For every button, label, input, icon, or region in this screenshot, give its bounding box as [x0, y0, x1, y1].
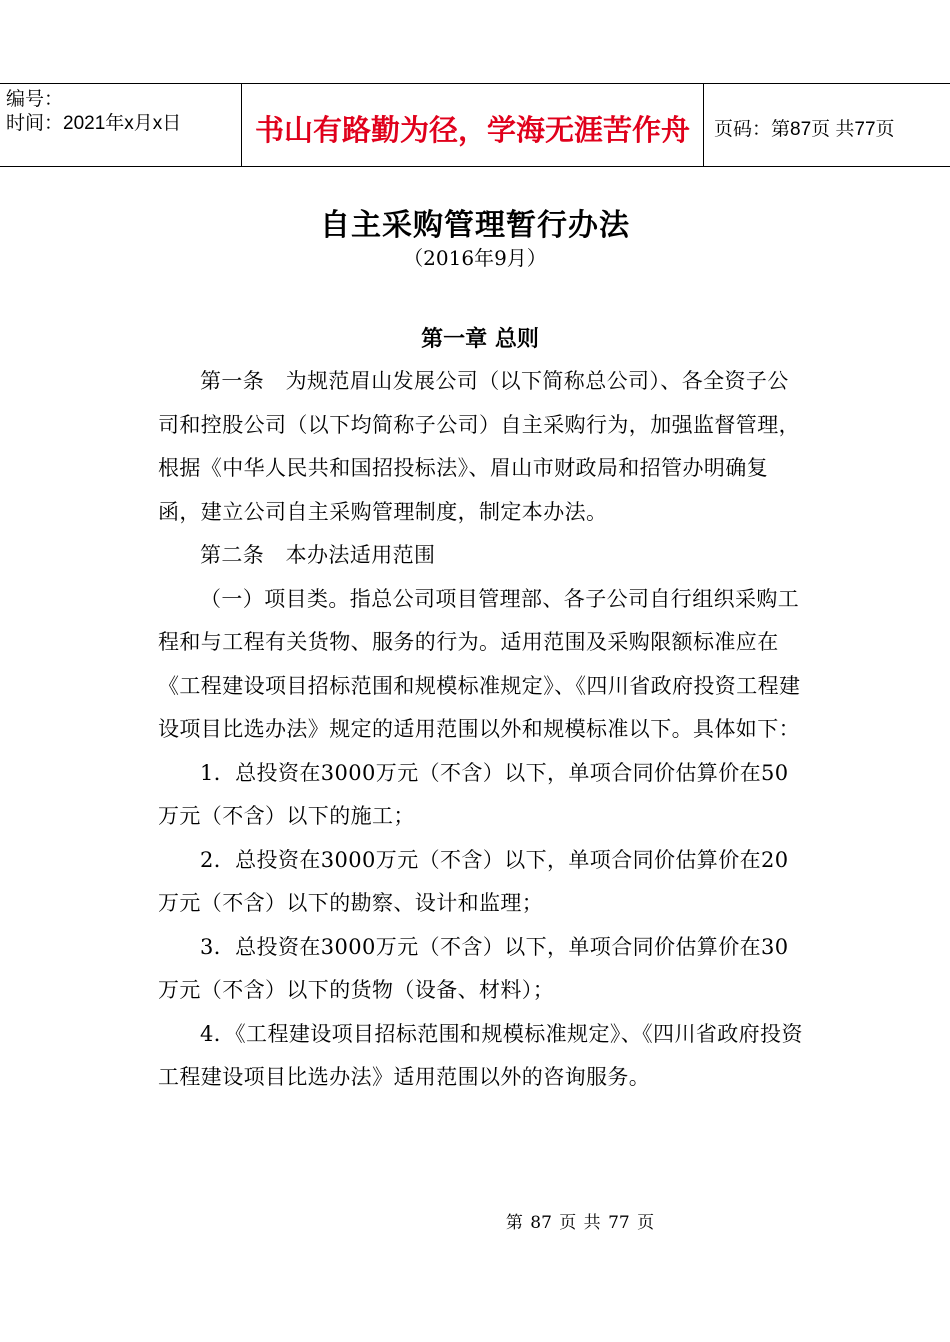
body-text — [158, 360, 808, 1100]
document-number-label: 编号： — [6, 89, 64, 110]
chapter-title: 第一章 总则 — [421, 326, 539, 352]
header-table — [0, 83, 950, 167]
paragraph-item-4: 4．《工程建设项目招标范围和规模标准规定》、《四川省政府投资工程建设项目比选办法》适用范围以外的咨询服务。 — [158, 1021, 803, 1089]
paragraph-article-2: 第二条 本办法适用范围 — [200, 543, 436, 567]
header-page-info: 页码：第87页 共77页 — [714, 118, 895, 140]
paragraph-item-2: 2．总投资在3000万元（不含）以下，单项合同价估算价在20万元（不含）以下的勘察、设计和监理； — [158, 847, 789, 915]
document-time-label: 时间：2021年x月x日 — [6, 113, 182, 134]
paragraph-project-category: （一）项目类。指总公司项目管理部、各子公司自行组织采购工程和与工程有关货物、服务的行为。适用范围及采购限额标准应在《工程建设项目招标范围和规模标准规定》、《四川省政府投资工程建设项目比选办法》规定的适用范围以外和规模标准以下。具体如下： — [158, 586, 801, 741]
document-date: （2016年9月） — [403, 246, 547, 270]
header-motto: 书山有路勤为径，学海无涯苦作舟 — [242, 84, 704, 166]
document-title: 自主采购管理暂行办法 — [320, 208, 630, 243]
paragraph-item-1: 1．总投资在3000万元（不含）以下，单项合同价估算价在50万元（不含）以下的施工； — [158, 760, 789, 828]
paragraph-item-3: 3．总投资在3000万元（不含）以下，单项合同价估算价在30万元（不含）以下的货物（设备、材料）； — [158, 934, 789, 1002]
page-footer: 第 87 页 共 77 页 — [505, 1213, 655, 1233]
header-meta-cell — [0, 84, 242, 166]
paragraph-article-1: 第一条 为规范眉山发展公司（以下简称总公司）、各全资子公司和控股公司（以下均简称子公司）自主采购行为，加强监督管理，根据《中华人民共和国招投标法》、眉山市财政局和招管办明确复函，建立公司自主采购管理制度，制定本办法。 — [158, 369, 800, 524]
